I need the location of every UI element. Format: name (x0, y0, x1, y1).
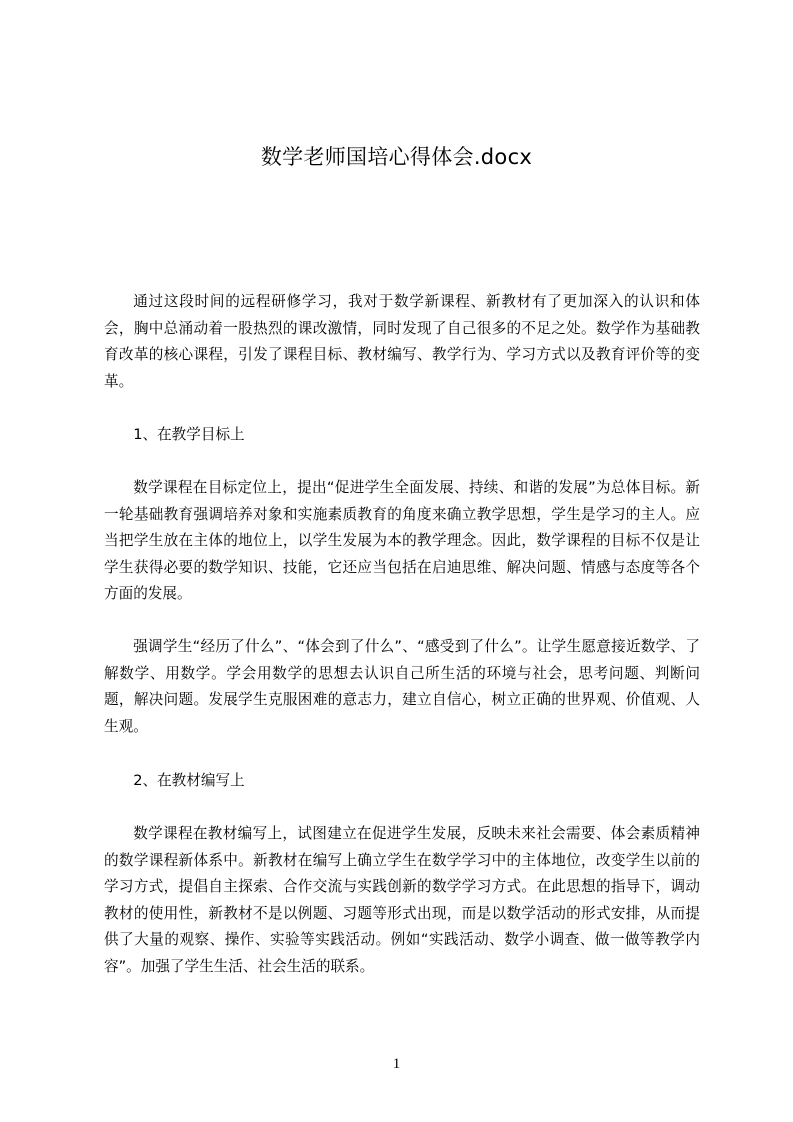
paragraph-textbook: 数学课程在教材编写上，试图建立在促进学生发展，反映未来社会需要、体会素质精神的数学课程新体系中。新教材在编写上确立学生在数学学习中的主体地位，改变学生以前的学习方式，提倡自主探索、合作交流与实践创新的数学学习方式。在此思想的指导下，调动教材的使用性，新教材不是以例题、习题等形式出现，而是以数学活动的形式安排，从而提供了大量的观察、操作、实验等实践活动。例如“实践活动、数学小调查、做一做等教学内容”。加强了学生生活、社会生活的联系。 (104, 825, 700, 975)
section-heading-teaching-goals: 1、在教学目标上 (133, 426, 245, 443)
paragraph-experience: 强调学生“经历了什么”、“体会到了什么”、“感受到了什么”。让学生愿意接近数学、了解数学、用数学。学会用数学的思想去认识自己所生活的环境与社会，思考问题、判断问题，解决问题。发展学生克服困难的意志力，建立自信心，树立正确的世界观、价值观、人生观。 (104, 638, 700, 735)
document-title: 数学老师国培心得体会.docx (260, 145, 533, 169)
section-heading-textbook: 2、在教材编写上 (133, 772, 245, 789)
paragraph-intro: 通过这段时间的远程研修学习，我对于数学新课程、新教材有了更加深入的认识和体会，胸中总涌动着一股热烈的课改激情，同时发现了自己很多的不足之处。数学作为基础教育改革的核心课程，引发了课程目标、教材编写、教学行为、学习方式以及教育评价等的变革。 (104, 293, 700, 390)
paragraph-goals: 数学课程在目标定位上，提出“促进学生全面发展、持续、和谐的发展”为总体目标。新一轮基础教育强调培养对象和实施素质教育的角度来确立教学思想，学生是学习的主人。应当把学生放在主体的地位上，以学生发展为本的教学理念。因此，数学课程的目标不仅是让学生获得必要的数学知识、技能，它还应当包括在启迪思维、解决问题、情感与态度等各个方面的发展。 (104, 479, 700, 602)
page-number: 1 (392, 1056, 401, 1072)
